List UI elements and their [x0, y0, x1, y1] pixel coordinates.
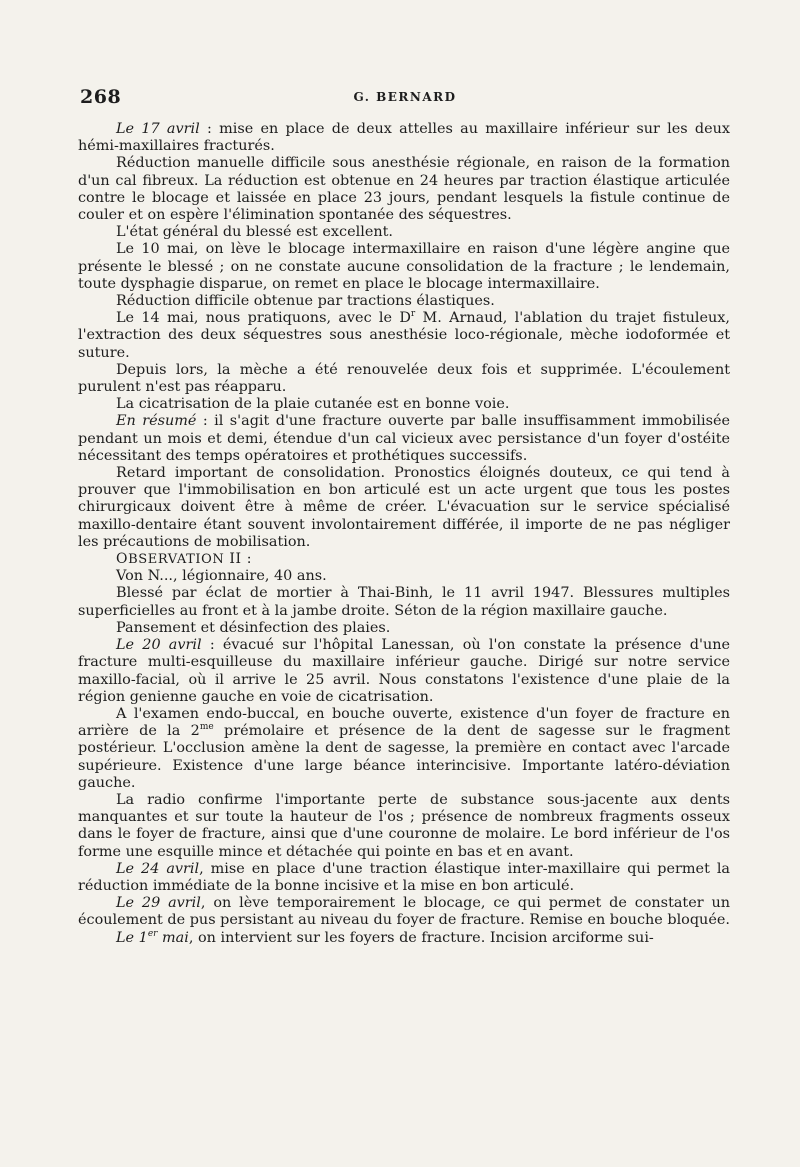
- running-head: G. BERNARD: [353, 90, 457, 104]
- paragraph: [78, 637, 730, 706]
- paragraph-text: , on intervient sur les foyers de fracture. Incision arciforme sui-: [188, 929, 654, 946]
- section-heading: [78, 551, 730, 568]
- paragraph: Depuis lors, la mèche a été renouvelée deux fois et supprimée. L'écoulement purulent n'est pas réapparu.: [78, 361, 730, 396]
- summary-lead: En résumé: [116, 413, 197, 430]
- date-part: mai: [157, 929, 189, 946]
- superscript: er: [147, 928, 158, 939]
- paragraph-text: prémolaire et présence de la dent de sagesse sur le fragment postérieur. L'occlusion amène la dent de sagesse, la première en contact avec l'arcade supérieure. Existence d'une large béance interincisive. Importante latéro-déviation gauche.: [78, 723, 730, 791]
- paragraph: Pansement et désinfection des plaies.: [116, 619, 391, 636]
- paragraph-text: , mise en place d'une traction élastique inter-maxillaire qui permet la réduction immédiate de la bonne incisive et la mise en bon articulé.: [78, 860, 730, 894]
- date: Le 29 avril: [116, 895, 201, 912]
- date: Le 24 avril: [116, 860, 200, 877]
- paragraph-text: : il s'agit d'une fracture ouverte par balle insuffisamment immobilisée pendant un mois et demi, étendue d'un cal vicieux avec persistance d'un foyer d'ostéite nécessitant des temps opératoires et prothétiques successifs.: [78, 413, 730, 464]
- paragraph: Von N..., légionnaire, 40 ans.: [116, 568, 327, 585]
- superscript: me: [199, 722, 214, 733]
- paragraph: [78, 310, 730, 362]
- heading-number: II :: [224, 551, 253, 568]
- paragraph-text: M. Arnaud, l'ablation du trajet fistuleux, l'extraction des deux séquestres sous anesthésie loco-régionale, mèche iodoformée et suture.: [78, 310, 730, 361]
- paragraph-text: Le 14 mai, nous pratiquons, avec le D: [116, 310, 411, 327]
- page-number: 268: [80, 86, 122, 108]
- paragraph: La cicatrisation de la plaie cutanée est en bonne voie.: [116, 396, 510, 413]
- paragraph: Réduction difficile obtenue par tractions élastiques.: [116, 293, 495, 310]
- body-text: [78, 121, 730, 947]
- superscript: r: [410, 309, 416, 320]
- paragraph: La radio confirme l'importante perte de substance sous-jacente aux dents manquantes et sur toute la hauteur de l'os ; présence de nombreux fragments osseux dans le foyer de fracture, ainsi que d'une couronne de molaire. Le bord inférieur de l'os forme une esquille mince et détachée qui pointe en bas et en avant.: [78, 791, 730, 860]
- paragraph-text: : évacué sur l'hôpital Lanessan, où l'on constate la présence d'une fracture multi-esquilleuse du maxillaire inférieur gauche. Dirigé sur notre service maxillo-facial, où il arrive le 25 avril. Nous constatons l'existence d'une plaie de la région genienne gauche en voie de cicatrisation.: [78, 637, 730, 705]
- page-header: [80, 86, 730, 108]
- paragraph: Blessé par éclat de mortier à Thai-Binh, le 11 avril 1947. Blessures multiples superficielles au front et à la jambe droite. Séton de la région maxillaire gauche.: [78, 585, 730, 619]
- paragraph: L'état général du blessé est excellent.: [116, 224, 393, 241]
- date-part: Le 1: [116, 929, 148, 946]
- paragraph: [78, 413, 730, 465]
- paragraph: Réduction manuelle difficile sous anesthésie régionale, en raison de la formation d'un cal fibreux. La réduction est obtenue en 24 heures par traction élastique articulée contre le blocage et laissée en place 23 jours, pendant lesquels la fistule continue de couler et on espère l'élimination spontanée des séquestres.: [78, 155, 730, 224]
- heading-text: BSERVATION: [128, 552, 225, 568]
- paragraph-text: , on lève temporairement le blocage, ce qui permet de constater un écoulement de pus persistant au niveau du foyer de fracture. Remise en bouche bloquée.: [78, 895, 730, 929]
- paragraph-text: : mise en place de deux attelles au maxillaire inférieur sur les deux hémi-maxillaires fracturés.: [78, 121, 730, 155]
- paragraph: Retard important de consolidation. Pronostics éloignés douteux, ce qui tend à prouver que l'immobilisation en bon articulé est un acte urgent que tous les postes chirurgicaux doivent être à même de créer. L'évacuation sur le service spécialisé maxillo-dentaire étant souvent involontairement différée, il importe de ne pas négliger les précautions de mobilisation.: [78, 465, 730, 550]
- paragraph-text: A l'examen endo-buccal, en bouche ouverte, existence d'un foyer de fracture en arrière de la 2: [78, 705, 730, 740]
- paragraph: Le 10 mai, on lève le blocage intermaxillaire en raison d'une légère angine que présente le blessé ; on ne constate aucune consolidation de la fracture ; le lendemain, toute dysphagie disparue, on remet en place le blocage intermaxillaire.: [78, 241, 730, 292]
- date: Le 20 avril: [116, 637, 202, 654]
- date: [116, 930, 189, 946]
- paragraph: [78, 121, 730, 155]
- heading-initial: O: [116, 551, 129, 568]
- paragraph: [78, 706, 730, 792]
- paragraph: [78, 861, 730, 895]
- date: Le 17 avril: [116, 121, 200, 137]
- paragraph: [78, 930, 730, 947]
- paragraph: [78, 895, 730, 929]
